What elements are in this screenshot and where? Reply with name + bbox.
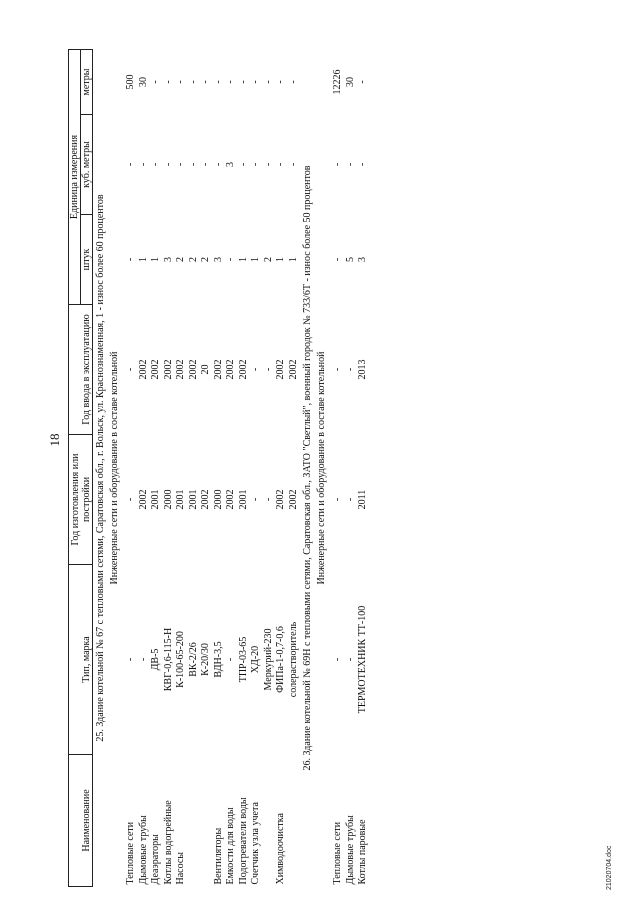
cell-m3: - — [357, 162, 368, 167]
cell-m: - — [225, 80, 236, 84]
cell-name: Емкости для воды — [225, 807, 236, 885]
cell-m3: - — [287, 162, 299, 167]
cell-m: 500 — [125, 74, 136, 90]
table-row — [213, 49, 226, 886]
cell-m3: - — [162, 162, 174, 167]
table-row — [275, 49, 288, 886]
table-row — [263, 49, 276, 886]
header-m: метры — [81, 49, 93, 114]
cell-type: ДВ-5 — [150, 648, 161, 671]
cell-year-made: 2001 — [187, 489, 199, 510]
cell-year-in: 2013 — [357, 359, 368, 380]
table-row — [175, 49, 188, 886]
cell-name: Насосы — [175, 851, 186, 885]
cell-m: - — [275, 80, 286, 84]
cell-pcs: 5 — [344, 257, 356, 262]
cell-type: - — [137, 657, 149, 662]
cell-type: Меркурий-230 — [262, 628, 274, 691]
cell-year-in: 2002 — [137, 359, 149, 380]
cell-year-in: - — [125, 367, 136, 372]
footer-filename: 21020704.doc — [606, 845, 613, 890]
cell-m3: - — [262, 162, 274, 167]
cell-m3: - — [250, 162, 261, 167]
cell-name: Дымовые трубы — [344, 815, 356, 885]
header-unit: Единица измерения — [69, 49, 81, 304]
cell-pcs: 1 — [150, 257, 161, 262]
cell-pcs: 2 — [175, 257, 186, 262]
header-type: Тип, марка — [69, 565, 93, 755]
cell-year-in: 2002 — [162, 359, 174, 380]
cell-type: КВГ-0,6-115-Н — [162, 627, 174, 692]
section-subtitle: Инженерные сети и оборудование в составе котельной — [316, 351, 327, 585]
cell-m: - — [175, 80, 186, 84]
table-row — [225, 49, 238, 886]
cell-pcs: 1 — [250, 257, 261, 262]
section-subtitle-row — [107, 49, 121, 886]
cell-year-in: 2002 — [275, 359, 286, 380]
cell-name: Деаэраторы — [150, 834, 161, 885]
header-m3: куб. метры — [81, 115, 93, 215]
cell-pcs: 3 — [357, 257, 368, 262]
cell-pcs: 2 — [262, 257, 274, 262]
cell-year-made: 2002 — [225, 489, 236, 510]
cell-m: - — [187, 80, 199, 84]
table-row — [163, 49, 176, 886]
cell-year-made: 2000 — [212, 489, 224, 510]
cell-year-made: 2002 — [275, 489, 286, 510]
cell-m: - — [287, 80, 299, 84]
section-title: 25. Здание котельной № 67 с тепловыми сетями, Саратовская обл., г. Вольск, ул. Краснознаменная, 1 - износ более 60 процентов — [95, 194, 106, 742]
cell-year-in: 2002 — [287, 359, 299, 380]
section-title-row — [300, 49, 314, 886]
cell-pcs: - — [225, 257, 236, 262]
cell-name — [288, 755, 301, 887]
table-row — [357, 49, 370, 886]
cell-year-made: 2011 — [357, 489, 368, 510]
table-row — [188, 49, 201, 886]
table-row — [125, 49, 138, 886]
header-pcs: штук — [81, 215, 93, 305]
cell-pcs: - — [125, 257, 136, 262]
cell-name: Тепловые сети — [332, 821, 343, 885]
cell-m3: - — [175, 162, 186, 167]
cell-year-made: - — [262, 497, 274, 502]
cell-m3: - — [275, 162, 286, 167]
cell-type: - — [332, 657, 343, 662]
table-row — [200, 49, 213, 886]
cell-year-made: 2002 — [287, 489, 299, 510]
cell-year-made: - — [125, 497, 136, 502]
cell-year-made: 2000 — [162, 489, 174, 510]
cell-name: Дымовые трубы — [137, 815, 149, 885]
table-row — [250, 49, 263, 886]
cell-m: - — [237, 80, 249, 84]
table-body — [93, 49, 370, 886]
cell-name — [200, 755, 213, 887]
cell-m3: - — [237, 162, 249, 167]
cell-name: Котлы паровые — [357, 819, 368, 885]
cell-m: 30 — [137, 77, 149, 87]
cell-year-in: - — [332, 367, 343, 372]
cell-m3: 3 — [225, 162, 236, 167]
cell-pcs: 1 — [275, 257, 286, 262]
cell-year-in: 2002 — [187, 359, 199, 380]
cell-type: ТЕРМОТЕХНИК ТТ-100 — [357, 605, 368, 714]
cell-m3: - — [344, 162, 356, 167]
cell-year-made: 2001 — [237, 489, 249, 510]
cell-year-made: 2001 — [175, 489, 186, 510]
table-row — [345, 49, 358, 886]
table-row — [138, 49, 151, 886]
table-row — [238, 49, 251, 886]
cell-m3: - — [332, 162, 343, 167]
cell-name: Котлы водогрейные — [162, 800, 174, 885]
cell-name: Вентиляторы — [212, 827, 224, 885]
cell-year-in: - — [250, 367, 261, 372]
section-title: 26. Здание котельной № 69Н с тепловыми сетями, Саратовская обл., ЗАТО "Светлый", военный городок № 733/6Т - износ более 50 процентов — [302, 165, 313, 771]
cell-name: Тепловые сети — [125, 821, 136, 885]
page-number: 18 — [47, 433, 62, 447]
cell-year-made: - — [250, 497, 261, 502]
cell-type: ВДН-3,5 — [212, 641, 224, 678]
cell-pcs: 2 — [187, 257, 199, 262]
cell-type: ХД-20 — [250, 645, 261, 674]
cell-pcs: - — [332, 257, 343, 262]
table-row — [288, 49, 301, 886]
cell-year-made: 2002 — [200, 489, 211, 510]
cell-m3: - — [150, 162, 161, 167]
cell-year-in: - — [262, 367, 274, 372]
equipment-table — [68, 49, 370, 887]
cell-m: - — [262, 80, 274, 84]
cell-name: Химводоочистка — [275, 813, 286, 885]
cell-pcs: 1 — [137, 257, 149, 262]
cell-year-in: 2002 — [225, 359, 236, 380]
cell-name — [188, 755, 201, 887]
cell-m3: - — [212, 162, 224, 167]
cell-type: ФИПа-1-0,7-0,6 — [275, 626, 286, 693]
section-subtitle: Инженерные сети и оборудование в составе котельной — [109, 351, 120, 585]
table-header — [69, 49, 93, 886]
cell-pcs: 2 — [200, 257, 211, 262]
cell-name — [263, 755, 276, 887]
cell-m3: - — [200, 162, 211, 167]
cell-type: К-100-65-200 — [175, 631, 186, 688]
table-row — [332, 49, 345, 886]
header-year-in: Год ввода в эксплуатацию — [69, 305, 93, 435]
cell-year-in: 2002 — [175, 359, 186, 380]
cell-type: ТПР-03-65 — [237, 636, 249, 683]
cell-m3: - — [187, 162, 199, 167]
cell-m: - — [357, 80, 368, 84]
cell-type: - — [225, 657, 236, 662]
cell-pcs: 1 — [287, 257, 299, 262]
cell-pcs: 3 — [162, 257, 174, 262]
cell-pcs: 1 — [237, 257, 249, 262]
cell-year-in: 2002 — [150, 359, 161, 380]
cell-m3: - — [125, 162, 136, 167]
cell-type: солерастворитель — [287, 621, 299, 698]
cell-m: - — [150, 80, 161, 84]
cell-year-made: - — [344, 497, 356, 502]
header-year-made: Год изготовления или постройки — [69, 435, 93, 565]
cell-type: - — [125, 657, 136, 662]
cell-m3: - — [137, 162, 149, 167]
cell-name: Счетчик узла учета — [250, 802, 261, 885]
section-subtitle-row — [314, 49, 328, 886]
cell-name: Подогреватели воды — [237, 797, 249, 885]
cell-m: - — [250, 80, 261, 84]
cell-m: - — [162, 80, 174, 84]
cell-year-in: 2002 — [212, 359, 224, 380]
cell-year-in: - — [344, 367, 356, 372]
cell-year-in: 20 — [200, 364, 211, 375]
cell-m: 12226 — [332, 69, 343, 95]
cell-m: 30 — [344, 77, 356, 87]
cell-year-made: 2001 — [150, 489, 161, 510]
section-title-row — [93, 49, 108, 886]
table-row — [150, 49, 163, 886]
cell-pcs: 3 — [212, 257, 224, 262]
cell-m: - — [200, 80, 211, 84]
cell-m: - — [212, 80, 224, 84]
cell-year-made: - — [332, 497, 343, 502]
cell-type: К-20/30 — [200, 643, 211, 676]
cell-type: - — [344, 657, 356, 662]
header-name: Наименование — [69, 755, 93, 887]
cell-year-in: 2002 — [237, 359, 249, 380]
cell-year-made: 2002 — [137, 489, 149, 510]
cell-type: ВК-2/26 — [187, 642, 199, 677]
